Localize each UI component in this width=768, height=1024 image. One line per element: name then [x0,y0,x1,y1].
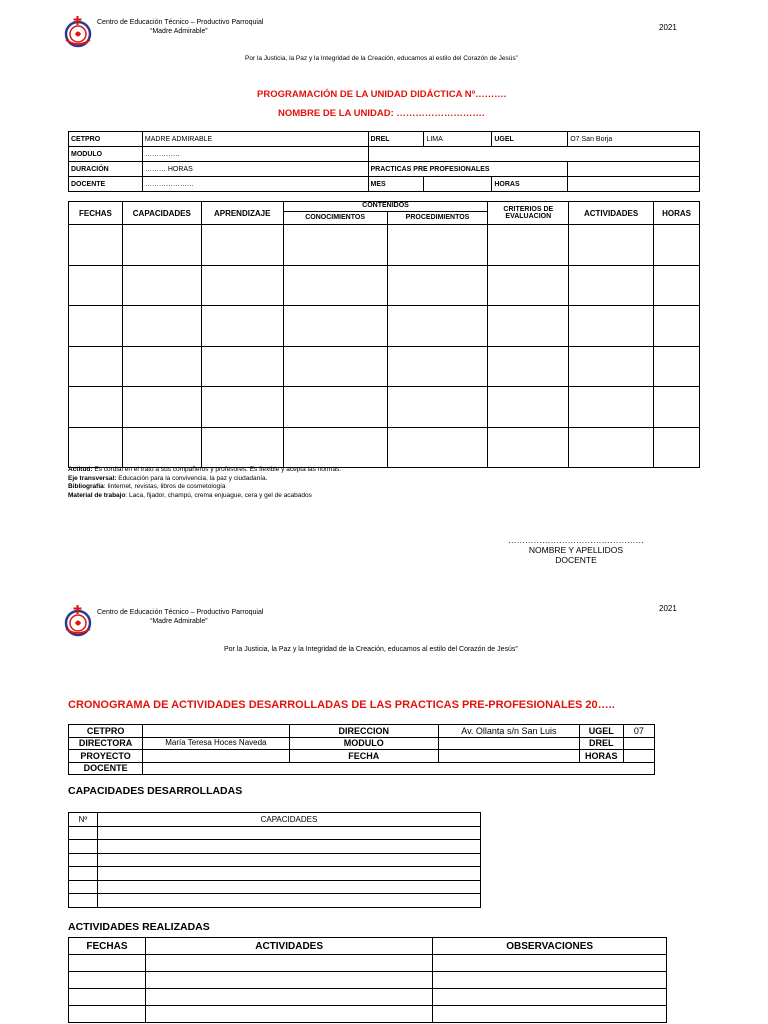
col-fechas: FECHAS [69,202,123,225]
empty-cell [424,177,492,192]
ugel-value: 07 [623,725,654,738]
direccion-label: DIRECCION [289,725,438,738]
unit-name-title: NOMBRE DE LA UNIDAD: ………………………. [278,108,485,119]
biblio-label: Bibliografía [68,483,104,490]
actividades-title: ACTIVIDADES REALIZADAS [68,921,210,933]
col-actividades: ACTIVIDADES [145,938,432,955]
table-row [69,989,667,1006]
drel-label: DREL [368,132,424,147]
motto: Por la Justicia, la Paz y la Integridad de la Creación, educamos al estilo del Corazón de Jesús” [245,55,518,62]
school-subtitle: “Madre Admirable” [150,28,208,35]
drel-value: LIMA [424,132,492,147]
docente-value: ………………… [142,177,368,192]
biblio-note [68,483,341,492]
col-capacidades: CAPACIDADES [97,813,480,827]
modulo-label: MODULO [289,737,438,750]
actitud-label: Actitud: [68,466,93,473]
table-row [69,955,667,972]
modulo-label: MODULO [69,147,143,162]
capacidades-title: CAPACIDADES DESARROLLADAS [68,785,243,797]
table-row [69,346,700,387]
school-logo-icon [60,603,94,637]
modulo-value: …………… [142,147,368,162]
motto: Por la Justicia, la Paz y la Integridad de la Creación, educamos al estilo del Corazón de Jesús” [224,646,518,653]
ugel-label: UGEL [579,725,623,738]
mes-label: MES [368,177,424,192]
col-actividades: ACTIVIDADES [569,202,654,225]
col-criterios [488,202,569,225]
ugel-value: O7 San Borja [568,132,700,147]
empty-cell [143,762,655,775]
empty-cell [568,162,700,177]
table-row [69,867,481,881]
col-observaciones: OBSERVACIONES [433,938,667,955]
col-fechas: FECHAS [69,938,146,955]
contenidos-label: CONTENIDOS [362,202,409,209]
signature-role: DOCENTE [555,555,597,565]
cetpro-label: CETPRO [69,725,143,738]
eje-label: Eje transversal: [68,474,117,482]
material-note [68,492,341,501]
empty-cell [623,750,654,763]
fecha-label: FECHA [289,750,438,763]
table-row [69,427,700,468]
cetpro-value: MADRE ADMIRABLE [142,132,368,147]
page-title: PROGRAMACIÓN DE LA UNIDAD DIDÁCTICA Nº………. [257,89,507,100]
unit-info-table [68,131,700,192]
col-contenidos [283,202,488,225]
empty-cell [623,737,654,750]
school-name: Centro de Educación Técnico – Productivo Parroquial [97,19,264,26]
table-row [69,840,481,854]
col-num: Nº [69,813,98,827]
school-logo-icon [60,14,94,48]
table-row [69,972,667,989]
horas-label: HORAS [579,750,623,763]
empty-cell [439,750,580,763]
table-row [69,826,481,840]
cronograma-info-table [68,724,655,775]
docente-label: DOCENTE [69,762,143,775]
eje-note [68,475,341,484]
duracion-label: DURACIÓN [69,162,143,177]
cetpro-label: CETPRO [69,132,143,147]
criterios-line2: EVALUACION [505,213,552,220]
table-row [69,1006,667,1023]
table-row [69,880,481,894]
ugel-label: UGEL [492,132,568,147]
table-row [69,306,700,347]
table-row [69,225,700,266]
unit-notes [68,466,341,500]
table-row [69,894,481,908]
empty-cell [568,177,700,192]
actividades-table [68,937,667,1023]
proyecto-label: PROYECTO [69,750,143,763]
signature-name: NOMBRE Y APELLIDOS [528,545,624,555]
actitud-value: Es cordial en el trato a sus compañeros y profesores. Es flexible y acepta las normas. [92,466,342,473]
col-aprendizaje: APRENDIZAJE [201,202,283,225]
directora-value: María Teresa Hoces Naveda [143,737,289,750]
empty-cell [439,737,580,750]
col-capacidades: CAPACIDADES [122,202,201,225]
empty-cell [368,147,699,162]
horas-label: HORAS [492,177,568,192]
col-horas: HORAS [654,202,700,225]
material-value: : Laca, fijador, champú, crema enjuague, cera y gel de acabados [125,491,312,499]
drel-label: DREL [579,737,623,750]
year: 2021 [659,23,677,32]
signature-block [488,535,664,565]
col-procedimientos: PROCEDIMIENTOS [405,214,470,221]
direccion-value: Av. Ollanta s/n San Luis [439,725,580,738]
school-subtitle: “Madre Admirable” [150,618,208,625]
duracion-value: ……… HORAS [142,162,368,177]
empty-cell [143,725,289,738]
actitud-note [68,466,341,475]
school-name: Centro de Educación Técnico – Productivo Parroquial [97,609,264,616]
practicas-label: PRACTICAS PRE PROFESIONALES [368,162,568,177]
docente-label: DOCENTE [69,177,143,192]
table-row [69,387,700,428]
year: 2021 [659,604,677,613]
eje-value: Educación para la convivencia, la paz y ciudadanía. [116,474,268,482]
col-conocimientos: CONOCIMIENTOS [284,212,388,224]
table-row [69,853,481,867]
directora-label: DIRECTORA [69,737,143,750]
empty-cell [143,750,289,763]
biblio-value: : Iinternet, revistas, libros de cosmetología [103,483,226,490]
criterios-line1: CRITERIOS DE [503,206,554,213]
signature-line: ………………………………………… [508,535,644,545]
capacidades-table [68,812,481,908]
material-label: Material de trabajo [68,491,126,499]
table-row [69,265,700,306]
cronograma-title: CRONOGRAMA DE ACTIVIDADES DESARROLLADAS DE LAS PRACTICAS PRE-PROFESIONALES 20….. [68,699,615,711]
program-table [68,201,700,468]
